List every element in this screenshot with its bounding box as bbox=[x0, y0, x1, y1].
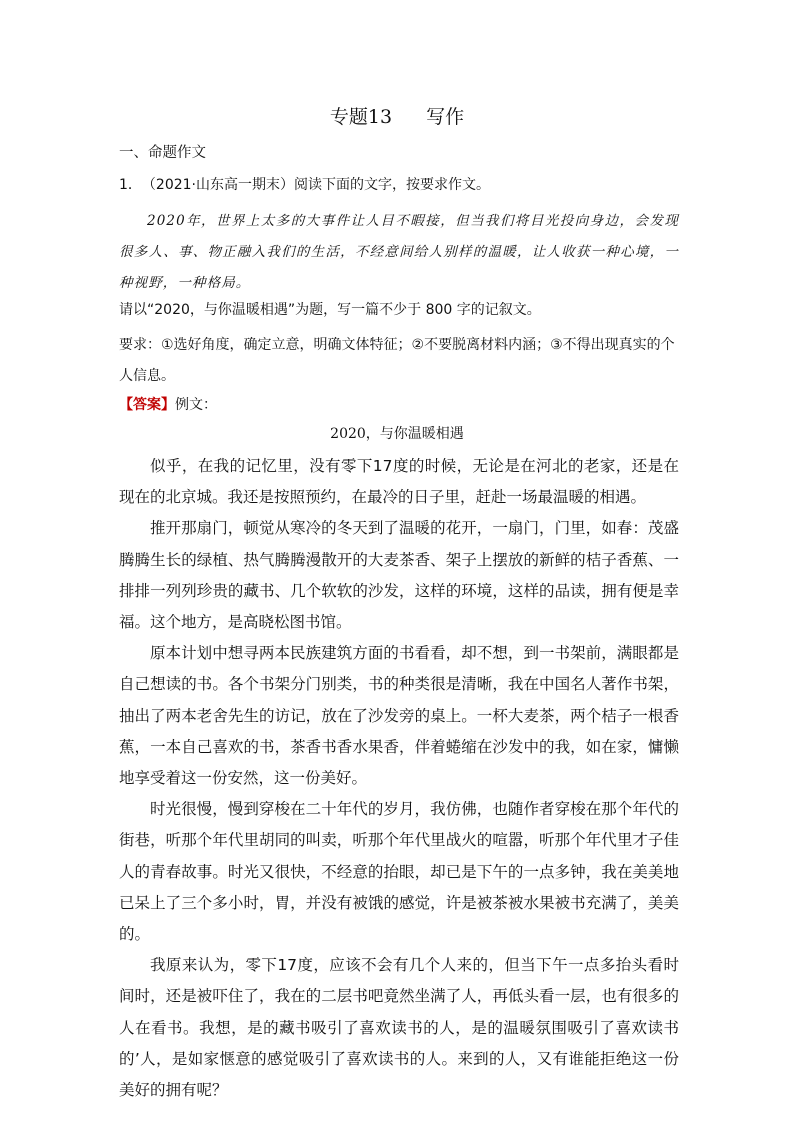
question-prompt: 请以“2020，与你温暖相遇”为题，写一篇不少于 800 字的记叙文。 bbox=[119, 302, 541, 318]
topic-number: 专题13 bbox=[329, 106, 393, 128]
question-number: 1． bbox=[119, 177, 142, 193]
essay-paragraph: 时光很慢，慢到穿梭在二十年代的岁月，我仿佛，也随作者穿梭在那个年代的街巷，听那个年代里胡同的叫卖，听那个年代里战火的喧嚣，听那个年代里才子佳人的青春故事。时光又很快，不经意的抬眼，却已是下午的一点多钟，我在美美地已呆上了三个多小时，胃，并没有被饿的感觉，许是被茶被水果被书充满了，美美的。 bbox=[119, 800, 679, 944]
question-instruction: 阅读下面的文字，按要求作文。 bbox=[294, 177, 491, 193]
question-material: 2020年，世界上太多的大事件让人目不暇接，但当我们将目光投向身边，会发现很多人、事、物正融入我们的生活，不经意间给人别样的温暖，让人收获一种心境，一种视野，一种格局。 bbox=[119, 213, 679, 291]
essay-body bbox=[119, 451, 679, 1106]
question-requirements: 要求：①选好角度，确定立意，明确文体特征；②不要脱离材料内涵；③不得出现真实的个人信息。 bbox=[119, 337, 675, 384]
page-title bbox=[0, 103, 794, 131]
topic-subject: 写作 bbox=[426, 106, 465, 128]
answer-tag: 【答案】 bbox=[119, 397, 175, 413]
essay-paragraph: 似乎，在我的记忆里，没有零下17度的时候，无论是在河北的老家，还是在现在的北京城。我还是按照预约，在最冷的日子里，赶赴一场最温暖的相遇。 bbox=[119, 457, 679, 507]
section-heading: 一、命题作文 bbox=[119, 145, 206, 161]
question-line bbox=[119, 175, 490, 195]
essay-paragraph: 推开那扇门，顿觉从寒冷的冬天到了温暖的花开，一扇门，门里，如春：茂盛腾腾生长的绿植、热气腾腾漫散开的大麦茶香、架子上摆放的新鲜的桔子香蕉、一排排一列列珍贵的藏书、几个软软的沙发，这样的环境，这样的品读，拥有便是幸福。这个地方，是高晓松图书馆。 bbox=[119, 519, 679, 632]
essay-title: 2020，与你温暖相遇 bbox=[330, 426, 464, 442]
essay-paragraph: 原本计划中想寻两本民族建筑方面的书看看，却不想，到一书架前，满眼都是自己想读的书。各个书架分门别类，书的种类很是清晰，我在中国名人著作书架，抽出了两本老舍先生的访记，放在了沙发旁的桌上。一杯大麦茶，两个桔子一根香蕉，一本自己喜欢的书，茶香书香水果香，伴着蜷缩在沙发中的我，如在家，慵懒地享受着这一份安然，这一份美好。 bbox=[119, 644, 679, 788]
question-source: （2021·山东高一期末） bbox=[141, 177, 295, 193]
answer-line bbox=[119, 395, 217, 415]
essay-paragraph: 我原来认为，零下17度，应该不会有几个人来的，但当下午一点多抬头看时间时，还是被吓住了，我在的二层书吧竟然坐满了人，再低头看一层，也有很多的人在看书。我想，是的藏书吸引了喜欢读书的人，是的温暖氛围吸引了喜欢读书的’人，是如家惬意的感觉吸引了喜欢读书的人。来到的人，又有谁能拒绝这一份美好的拥有呢？ bbox=[119, 956, 679, 1100]
answer-label: 例文： bbox=[175, 397, 217, 413]
